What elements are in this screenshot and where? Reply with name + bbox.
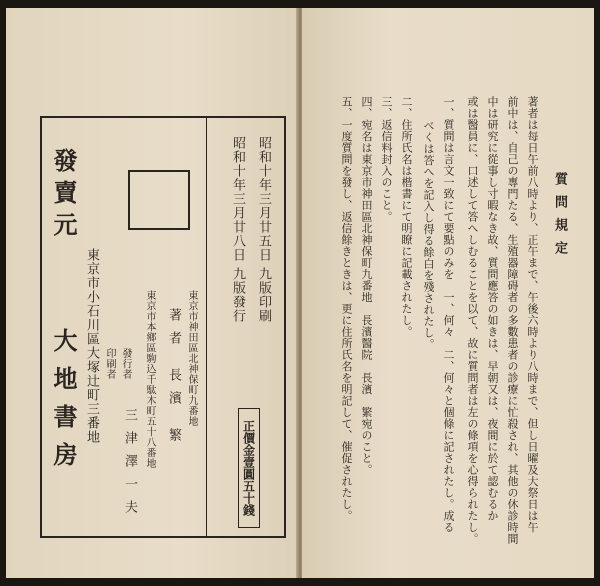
publisher-name: 大地書房 bbox=[49, 328, 78, 480]
rules-item: 二、住所氏名は楷書にて明瞭に記載されたし。 bbox=[400, 96, 413, 338]
rules-item: べくは答へを記入し得る餘白を殘されたし。 bbox=[422, 120, 435, 350]
printer-role-label: 印刷者 bbox=[104, 348, 115, 380]
printer-name: 三津澤一夫 bbox=[122, 408, 137, 523]
rules-item: 一、質問は言文一致にて要點のみを 一、何々 二、何々と個條に記されたし。成る bbox=[442, 96, 455, 533]
rules-title: 質問規定 bbox=[552, 172, 567, 264]
rules-item: 四、宛名は東京市神田區北神保町九番地 長濱醫院 長濱 繁宛のこと。 bbox=[360, 96, 373, 476]
publisher-label: 發賣元 bbox=[49, 148, 78, 244]
publisher-role-label: 發行者 bbox=[120, 348, 131, 380]
issue-date: 昭和十年三月廿八日 九版發行 bbox=[230, 136, 245, 324]
rules-item: 五、一度質問を發し、返信餘きときは、更に住所氏名を明記して、催促されたし。 bbox=[340, 96, 353, 522]
rules-paragraph: 或は醫員に、口述して答へしむることを以て、故に質問者は左の條項を心得られたし。 bbox=[466, 96, 479, 545]
left-page-colophon bbox=[6, 8, 298, 578]
rules-paragraph: 著者は每日午前八時より、正午まで、午後六時より八時まで、但し日曜及大祭日は午 bbox=[526, 96, 539, 533]
author-name: 長濱 繁 bbox=[166, 368, 181, 452]
publisher-address: 東京市小石川區大塚辻町三番地 bbox=[84, 248, 99, 444]
right-page-rules bbox=[302, 8, 594, 578]
rules-paragraph: 前中は、自己の專門たる、生殖器障碍者の多數患者の診療に忙殺され、其他の休診時間 bbox=[506, 96, 519, 545]
author-address: 東京市神田區北神保町九番地 bbox=[186, 290, 197, 427]
price-text: 正價金壹圓五十錢 bbox=[241, 420, 256, 516]
revenue-stamp-box bbox=[128, 170, 190, 230]
rules-paragraph: 中は研究に從事し寸暇なき故、質問應答の如きは、早朝又は、夜間に於て認むるか bbox=[486, 96, 499, 522]
rules-item: 三、返信料封入のこと。 bbox=[380, 96, 393, 223]
colophon-divider bbox=[206, 116, 207, 538]
printer-address: 東京市本鄉區駒込千駄木町五十八番地 bbox=[144, 290, 155, 469]
price-box bbox=[238, 408, 260, 528]
book-spread bbox=[6, 8, 594, 578]
print-date: 昭和十年三月廿五日 九版印刷 bbox=[256, 136, 271, 324]
author-role: 著者 bbox=[166, 308, 181, 354]
